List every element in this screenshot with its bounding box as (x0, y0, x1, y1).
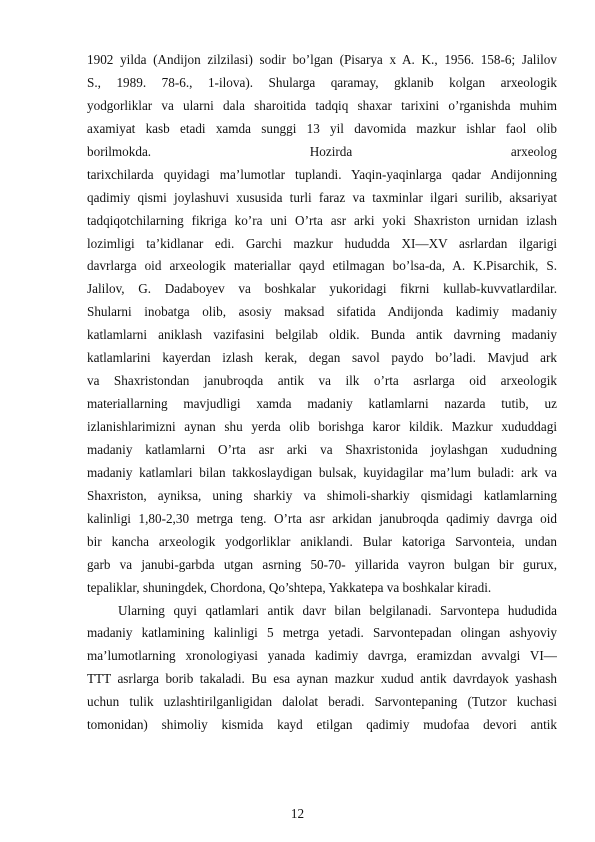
page-body (87, 49, 557, 737)
text-line: garb va janubi-garbda utgan asrning 50-70- yillarida vayron bulgan bir gurux, (87, 556, 557, 572)
text-line: kalinligi 1,80-2,30 metrga teng. O’rta asr arkidan janubroqda qadimiy davrga oid (87, 510, 557, 526)
text-line: yodgorliklar va ularni dala sharoitida tadqiq shaxar tarixini o’rganishda muhim (87, 97, 557, 113)
text-line: materiallarning mavjudligi xamda madaniy katlamlarni nazarda tutib, uz (87, 396, 557, 412)
text-line: S., 1989. 78-6., 1-ilova). Shularga qaramay, gklanib kolgan arxeologik (87, 74, 557, 90)
text-line: izlanishlarimizni aynan shu yerda olib borishga karor kildik. Mazkur xududdagi (87, 419, 557, 434)
text-line: borilmokda. Hozirda arxeolog (87, 143, 557, 159)
text-line: tarixchilarda quyidagi ma’lumotlar tuplandi. Yaqin-yaqinlarga qadar Andijonning (87, 166, 557, 182)
text-line: madaniy katlamining kalinligi 5 metrga yetadi. Sarvontepadan olingan ashyoviy (87, 625, 557, 641)
text-line: 1902 yilda (Andijon zilzilasi) sodir bo’lgan (Pisarya x A. K., 1956. 158-6; Jalilov (87, 52, 557, 67)
text-line: madaniy katlamlari bilan takkoslaydigan bulsak, kuyidagilar ma’lum buladi: ark va (87, 464, 557, 480)
text-line: Shularni inobatga olib, asosiy maksad sifatida Andijonda kadimiy madaniy (87, 304, 557, 320)
text-line: katlamlarini kayerdan izlash kerak, degan savol paydo bo’ladi. Mavjud ark (87, 350, 557, 366)
text-line: tadqiqotchilarning fikriga ko’ra uni O’rta asr arki yoki Shaxriston urnidan izlash (87, 212, 557, 228)
text-line: tomonidan) shimoliy kismida kayd etilgan qadimiy mudofaa devori antik (87, 717, 557, 733)
paragraph-first-line: Ularning quyi qatlamlari antik davr bilan belgilanadi. Sarvontepa hududida (118, 602, 557, 618)
text-line: madaniy katlamlarni O’rta asr arki va Shaxristonida joylashgan xududning (87, 441, 557, 457)
text-line: qadimiy qismi joylashuvi xususida turli faraz va taxminlar ilgari surilib, aksariyat (87, 189, 557, 205)
page-number: 12 (290, 806, 305, 821)
text-line: tepaliklar, shuningdek, Chordona, Qo’shtepa, Yakkatepa va boshkalar kiradi. (87, 579, 492, 595)
text-line: axamiyat kasb etadi xamda sunggi 13 yil davomida mazkur ishlar faol olib (87, 120, 557, 136)
text-line: va Shaxristondan janubroqda antik va ilk o’rta asrlarga oid arxeologik (87, 373, 557, 389)
text-line: ma’lumotlarning xronologiyasi yanada kadimiy davrga, eramizdan avvalgi VI— (87, 648, 557, 664)
text-line: TTT asrlarga borib takaladi. Bu esa aynan mazkur xudud antik davrdayok yashash (87, 671, 557, 687)
text-line: uchun tulik uzlashtirilganligidan dalolat beradi. Sarvontepaning (Tutzor kuchasi (87, 694, 557, 710)
text-line: bir kancha arxeologik yodgorliklar aniklandi. Bular katoriga Sarvonteia, undan (87, 533, 557, 549)
text-line: katlamlarni aniklash vazifasini belgilab oldik. Bunda antik davrning madaniy (87, 327, 557, 343)
text-line: Jalilov, G. Dadaboyev va boshkalar yukoridagi fikrni kullab-kuvvatlardilar. (87, 281, 557, 297)
text-line: lozimligi ta’kidlanar edi. Garchi mazkur hududda XI—XV asrlardan ilgarigi (87, 235, 557, 251)
text-line: Shaxriston, ayniksa, uning sharkiy va shimoli-sharkiy qismidagi katlamlarning (87, 487, 557, 503)
text-line: davrlarga oid arxeologik materiallar qayd etilmagan bo’lsa-da, A. K.Pisarchik, S. (87, 258, 557, 274)
